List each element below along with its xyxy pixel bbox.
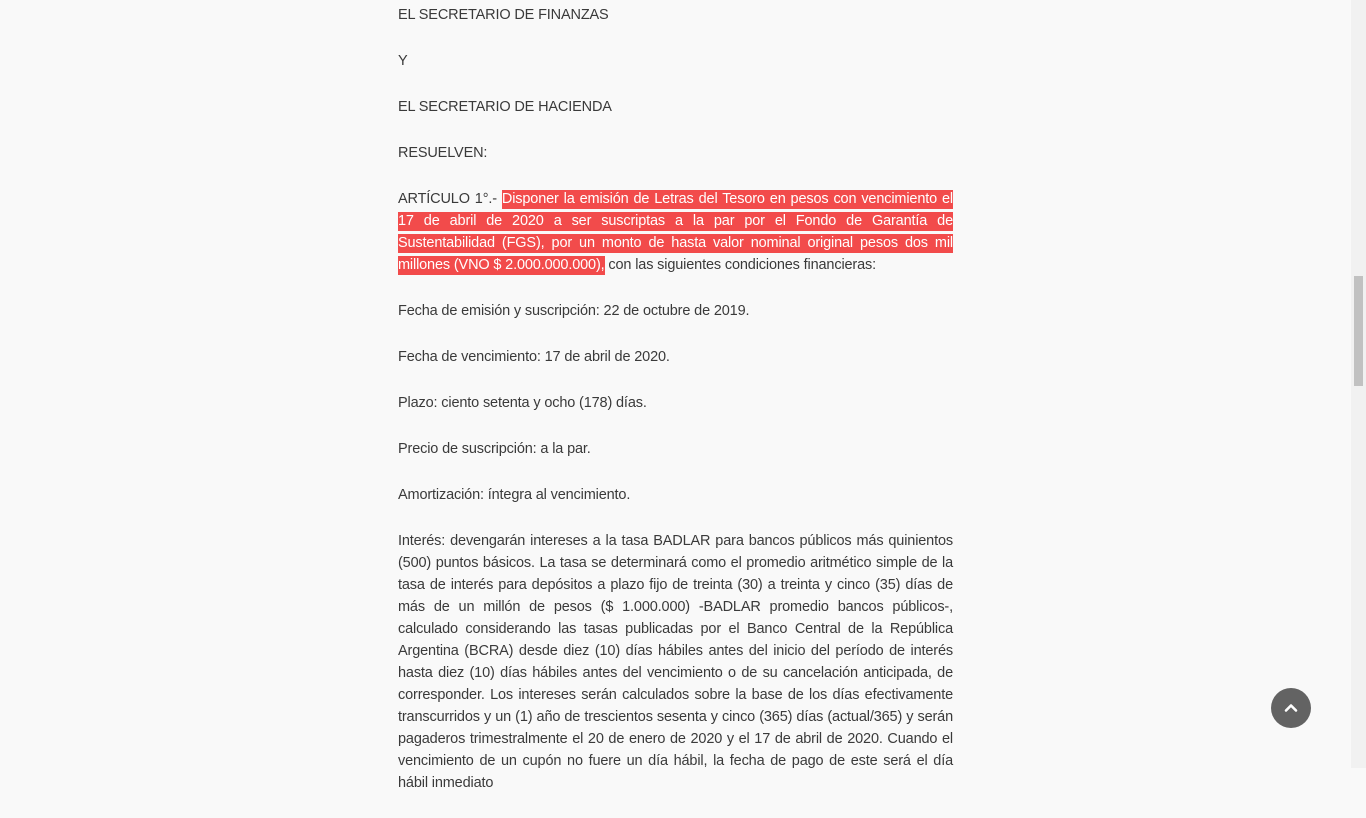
back-to-top-button[interactable]: [1271, 688, 1311, 728]
paragraph-secretario-finanzas: EL SECRETARIO DE FINANZAS: [398, 7, 609, 23]
paragraph-precio: Precio de suscripción: a la par.: [398, 441, 591, 457]
articulo-1-prefix: ARTÍCULO 1°.-: [398, 191, 502, 207]
articulo-1-suffix: con las siguientes condiciones financieras:: [604, 257, 877, 273]
paragraph-plazo: Plazo: ciento setenta y ocho (178) días.: [398, 395, 647, 411]
vertical-scrollbar[interactable]: [1351, 0, 1366, 768]
paragraph-fecha-vencimiento: Fecha de vencimiento: 17 de abril de 2020.: [398, 349, 670, 365]
scrollbar-thumb[interactable]: [1354, 276, 1363, 386]
highlighted-text: Disponer la emisión de Letras del Tesoro en pesos con vencimiento el 17 de abril de 2020 a ser suscriptas a la par por el Fondo de Garantía de Sustentabilidad (FGS), por un monto de hasta valor nominal original pesos dos mil millones (VNO $ 2.000.000.000),: [398, 191, 953, 273]
chevron-up-icon: [1283, 700, 1299, 716]
paragraph-interes: Interés: devengarán intereses a la tasa BADLAR para bancos públicos más quinientos (500) puntos básicos. La tasa se determinará como el promedio aritmético simple de la tasa de interés para depósitos a plazo fijo de treinta (30) a treinta y cinco (35) días de más de un millón de pesos ($ 1.000.000) -BADLAR promedio bancos públicos-, calculado considerando las tasas publicadas por el Banco Central de la República Argentina (BCRA) desde diez (10) días hábiles antes del inicio del período de interés hasta diez (10) días hábiles antes del vencimiento o de su cancelación anticipada, de corresponder. Los intereses serán calculados sobre la base de los días efectivamente transcurridos y un (1) año de trescientos sesenta y cinco (365) días (actual/365) y serán pagaderos trimestralmente el 20 de enero de 2020 y el 17 de abril de 2020. Cuando el vencimiento de un cupón no fuere un día hábil, la fecha de pago de este será el día hábil inmediato: [398, 533, 953, 791]
paragraph-y: Y: [398, 53, 408, 69]
paragraph-secretario-hacienda: EL SECRETARIO DE HACIENDA: [398, 99, 612, 115]
paragraph-amortizacion: Amortización: íntegra al vencimiento.: [398, 487, 631, 503]
document-body: [398, 4, 953, 818]
paragraph-fecha-emision: Fecha de emisión y suscripción: 22 de octubre de 2019.: [398, 303, 750, 319]
paragraph-articulo-1: [398, 188, 953, 276]
paragraph-resuelven: RESUELVEN:: [398, 145, 488, 161]
